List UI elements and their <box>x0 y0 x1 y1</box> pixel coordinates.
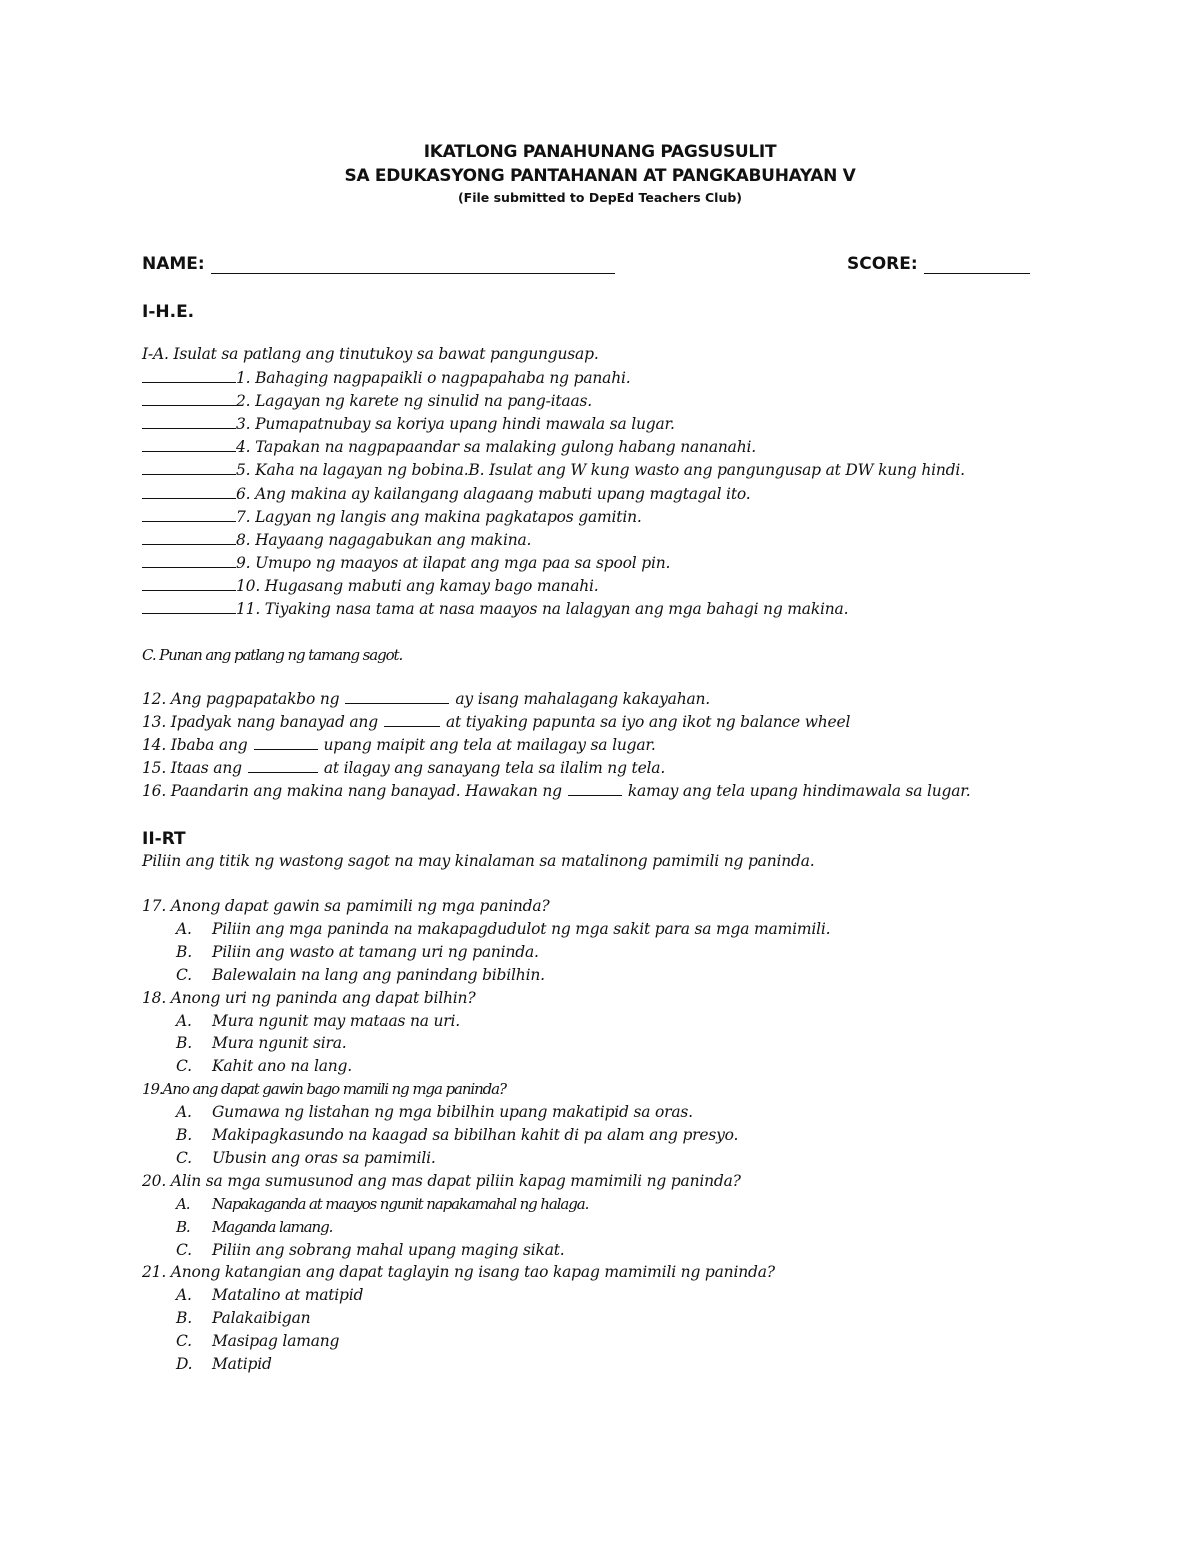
answer-blank[interactable] <box>142 439 236 452</box>
section-1-title: I-H.E. <box>142 302 195 322</box>
option-letter: C. <box>176 1148 192 1167</box>
answer-blank[interactable] <box>142 601 236 614</box>
fill-blank[interactable] <box>568 783 622 796</box>
option-letter: C. <box>176 1332 192 1351</box>
part-c-instruction: C. Punan ang patlang ng tamang sagot. <box>142 646 403 664</box>
option-letter: A. <box>176 1103 192 1122</box>
option-letter: B. <box>176 1217 190 1236</box>
title-line-1: IKATLONG PANAHUNANG PAGSUSULIT <box>423 142 777 162</box>
option-text: Gumawa ng listahan ng mga bibilhin upang makatipid sa oras. <box>212 1103 693 1122</box>
name-line[interactable] <box>211 259 615 274</box>
answer-blank[interactable] <box>142 578 236 591</box>
option-text: Matalino at matipid <box>212 1286 364 1305</box>
item-text: 6. Ang makina ay kailangang alagaang mabuti upang magtagal ito. <box>236 484 751 503</box>
fill-text-before: 14. Ibaba ang <box>142 736 248 754</box>
answer-option[interactable] <box>176 1012 460 1030</box>
option-text: Masipag lamang <box>212 1332 340 1351</box>
answer-option[interactable] <box>176 1126 738 1144</box>
item-text: 2. Lagayan ng karete ng sinulid na pang-itaas. <box>236 392 592 411</box>
title-line-2: SA EDUKASYONG PANTAHANAN AT PANGKABUHAYAN V <box>344 166 856 186</box>
option-letter: D. <box>176 1355 193 1373</box>
option-text: Napakaganda at maayos ngunit napakamahal ng halaga. <box>212 1194 589 1213</box>
fill-text-before: 12. Ang pagpapatakbo ng <box>142 690 340 708</box>
fill-text-after: at tiyaking papunta sa iyo ang ikot ng balance wheel <box>445 713 851 731</box>
answer-option[interactable] <box>176 943 539 961</box>
option-letter: A. <box>176 919 192 938</box>
fill-in-item <box>142 736 656 754</box>
fill-text-after: ay isang mahalagang kakayahan. <box>455 690 711 708</box>
answer-blank[interactable] <box>142 509 236 522</box>
option-text: Maganda lamang. <box>212 1217 333 1236</box>
option-text: Piliin ang sobrang mahal upang maging sikat. <box>212 1240 565 1259</box>
option-letter: B. <box>176 942 192 961</box>
option-text: Makipagkasundo na kaagad sa bibilhan kahit di pa alam ang presyo. <box>212 1126 739 1144</box>
option-letter: C. <box>176 965 192 984</box>
fill-in-item <box>142 690 710 708</box>
list-item <box>142 392 592 410</box>
question: 19.Ano ang dapat gawin bago mamili ng mga paninda? <box>142 1080 506 1099</box>
option-letter: A. <box>176 1286 192 1305</box>
answer-option[interactable] <box>176 1241 565 1259</box>
list-item <box>142 554 670 572</box>
answer-option[interactable] <box>176 1195 588 1213</box>
answer-option[interactable] <box>176 1034 347 1052</box>
list-item <box>142 461 965 479</box>
list-item <box>142 438 756 456</box>
item-text: 5. Kaha na lagayan ng bobina.B. Isulat ang W kung wasto ang pangungusap at DW kung hindi. <box>236 461 965 480</box>
answer-option[interactable] <box>176 920 830 938</box>
item-text: 7. Lagyan ng langis ang makina pagkatapos gamitin. <box>236 507 642 526</box>
item-text: 10. Hugasang mabuti ang kamay bago manahi. <box>236 576 599 595</box>
option-text: Mura ngunit sira. <box>212 1034 347 1053</box>
option-text: Mura ngunit may mataas na uri. <box>212 1011 460 1030</box>
answer-option[interactable] <box>176 1332 339 1350</box>
answer-blank[interactable] <box>142 462 236 475</box>
fill-in-item <box>142 713 850 731</box>
answer-option[interactable] <box>176 1309 310 1327</box>
list-item <box>142 531 531 549</box>
section-2-title: II-RT <box>142 829 186 849</box>
answer-option[interactable] <box>176 1355 272 1373</box>
fill-in-item <box>142 759 665 777</box>
answer-option[interactable] <box>176 966 545 984</box>
score-label: SCORE: <box>847 254 918 274</box>
question: 18. Anong uri ng paninda ang dapat bilhin? <box>142 988 476 1007</box>
option-text: Kahit ano na lang. <box>212 1057 352 1076</box>
option-letter: A. <box>176 1011 192 1030</box>
item-text: 1. Bahaging nagpapaikli o nagpapahaba ng panahi. <box>236 369 631 387</box>
option-text: Matipid <box>212 1355 272 1373</box>
fill-text-before: 15. Itaas ang <box>142 759 242 777</box>
fill-text-before: 16. Paandarin ang makina nang banayad. Hawakan ng <box>142 782 562 800</box>
score-line[interactable] <box>924 259 1030 274</box>
option-letter: B. <box>176 1309 192 1328</box>
list-item <box>142 415 675 433</box>
question: 21. Anong katangian ang dapat taglayin ng isang tao kapag mamimili ng paninda? <box>142 1263 775 1282</box>
option-letter: C. <box>176 1240 192 1259</box>
answer-blank[interactable] <box>142 532 236 545</box>
option-text: Piliin ang wasto at tamang uri ng paninda. <box>212 942 539 961</box>
option-letter: C. <box>176 1057 192 1076</box>
option-text: Ubusin ang oras sa pamimili. <box>212 1148 436 1167</box>
fill-text-after: upang maipit ang tela at mailagay sa lugar. <box>323 736 656 754</box>
fill-text-after: at ilagay ang sanayang tela sa ilalim ng tela. <box>323 759 666 777</box>
answer-blank[interactable] <box>142 555 236 568</box>
list-item <box>142 485 750 503</box>
item-text: 8. Hayaang nagagabukan ang makina. <box>236 530 532 549</box>
answer-option[interactable] <box>176 1057 352 1075</box>
answer-blank[interactable] <box>142 486 236 499</box>
list-item <box>142 369 630 387</box>
fill-in-item <box>142 782 971 800</box>
option-letter: B. <box>176 1034 192 1053</box>
fill-text-after: kamay ang tela upang hindimawala sa lugar. <box>627 782 971 800</box>
question: 17. Anong dapat gawin sa pamimili ng mga paninda? <box>142 897 550 915</box>
option-letter: B. <box>176 1126 192 1144</box>
item-text: 11. Tiyaking nasa tama at nasa maayos na lalagyan ang mga bahagi ng makina. <box>236 600 849 618</box>
answer-blank[interactable] <box>142 393 236 406</box>
answer-option[interactable] <box>176 1149 436 1167</box>
part-a-instruction: I-A. Isulat sa patlang ang tinutukoy sa bawat pangungusap. <box>142 345 599 363</box>
fill-blank[interactable] <box>248 760 318 773</box>
option-text: Palakaibigan <box>212 1309 311 1328</box>
list-item <box>142 577 599 595</box>
list-item <box>142 600 848 618</box>
option-text: Balewalain na lang ang panindang bibilhin. <box>212 965 545 984</box>
answer-blank[interactable] <box>142 370 236 383</box>
fill-blank[interactable] <box>345 691 449 704</box>
answer-option[interactable] <box>176 1103 693 1121</box>
score-field[interactable] <box>847 254 1030 274</box>
item-text: 3. Pumapatnubay sa koriya upang hindi mawala sa lugar. <box>236 415 675 434</box>
name-field[interactable] <box>142 254 615 274</box>
answer-option[interactable] <box>176 1218 332 1236</box>
source-note: (File submitted to DepEd Teachers Club) <box>457 190 743 205</box>
fill-blank[interactable] <box>384 714 440 727</box>
question: 20. Alin sa mga sumusunod ang mas dapat piliin kapag mamimili ng paninda? <box>142 1171 741 1190</box>
item-text: 9. Umupo ng maayos at ilapat ang mga paa sa spool pin. <box>236 553 671 572</box>
answer-option[interactable] <box>176 1286 363 1304</box>
option-text: Piliin ang mga paninda na makapagdudulot ng mga sakit para sa mga mamimili. <box>212 919 831 938</box>
fill-blank[interactable] <box>254 737 318 750</box>
fill-text-before: 13. Ipadyak nang banayad ang <box>142 713 378 731</box>
list-item <box>142 508 642 526</box>
item-text: 4. Tapakan na nagpapaandar sa malaking gulong habang nananahi. <box>236 438 756 457</box>
name-label: NAME: <box>142 254 205 274</box>
section-2-instruction: Piliin ang titik ng wastong sagot na may kinalaman sa matalinong pamimili ng paninda. <box>142 852 815 870</box>
answer-blank[interactable] <box>142 416 236 429</box>
option-letter: A. <box>176 1194 190 1213</box>
